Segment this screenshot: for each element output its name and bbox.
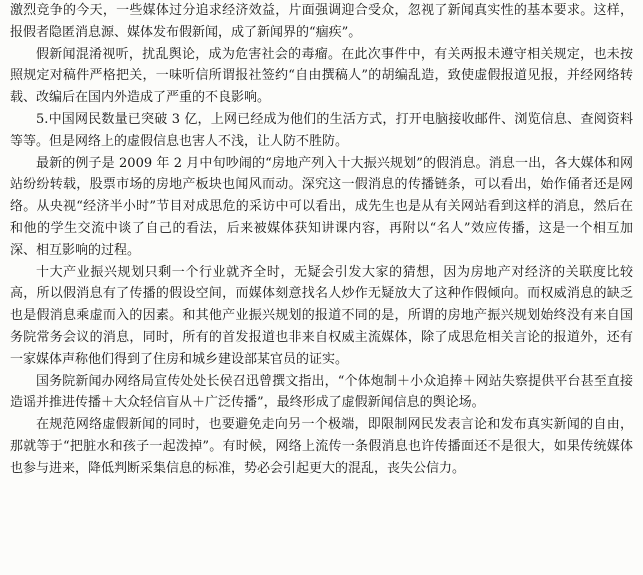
paragraph-2: 假新闻混淆视听，扰乱舆论，成为危害社会的毒瘤。在此次事件中，有关两报未遵守相关规定，也未按照规定对稿件严格把关，一味听信所谓报社签约“自由撰稿人”的胡编乱造，致使虚假报道见报，并经网络转载、改编后在国内外造成了严重的不良影响。	[10, 46, 633, 106]
paragraph-7: 在规范网络虚假新闻的同时，也要避免走向另一个极端，即限制网民发表言论和发布真实新闻的自由，那就等于“把脏水和孩子一起泼掉”。有时候，网络上流传一条假消息也许传播面还不是很大，如果传统媒体也参与进来，降低判断采集信息的标准，势必会引起更大的混乱，丧失公信力。	[10, 417, 633, 476]
paragraph-4: 最新的例子是 2009 年 2 月中旬吵闹的“房地产列入十大振兴规划”的假消息。消息一出，各大媒体和网站纷纷转载，股票市场的房地产板块也闻风而动。深究这一假消息的传播链条，可以看出，始作俑者还是网络。从央视“经济半小时”节目对成思危的采访中可以看出，成先生也是从有关网站看到这样的消息，然后在和他的学生交流中谈了自己的看法，后来被媒体获知讲课内容，再附以“名人”效应传播，这是一个相互加深、相互影响的过程。	[10, 155, 633, 258]
paragraph-6: 国务院新闻办网络局宣传处处长侯召迅曾撰文指出，“个体炮制＋小众追捧＋网站失察提供平台甚至直接造谣并推进传播＋大众轻信盲从＋广泛传播”，最终形成了虚假新闻信息的舆论场。	[10, 373, 633, 411]
paragraph-3: 5.中国网民数量已突破 3 亿，上网已经成为他们的生活方式，打开电脑接收邮件、浏览信息、查阅资料等等。但是网络上的虚假信息也害人不浅，让人防不胜防。	[10, 111, 633, 149]
paragraph-5: 十大产业振兴规划只剩一个行业就齐全时，无疑会引发大家的猜想，因为房地产对经济的关联度比较高，所以假消息有了传播的假设空间，而媒体刻意找名人炒作无疑放大了这种作假倾向。而权威消息的缺乏也是假消息乘虚而入的因素。和其他产业振兴规划的报道不同的是，所谓的房地产振兴规划始终没有来自国务院常务会议的消息，同时，所有的首发报道也非来自权威主流媒体，除了成思危相关言论的报道外，还有一家媒体声称他们得到了住房和城乡建设部某官员的证实。	[10, 264, 633, 367]
paragraph-1: 激烈竞争的今天，一些媒体过分追求经济效益，片面强调迎合受众，忽视了新闻真实性的基本要求。这样，报假者隐匿消息源、媒体发布假新闻，成了新闻界的“痼疾”。	[10, 3, 633, 40]
